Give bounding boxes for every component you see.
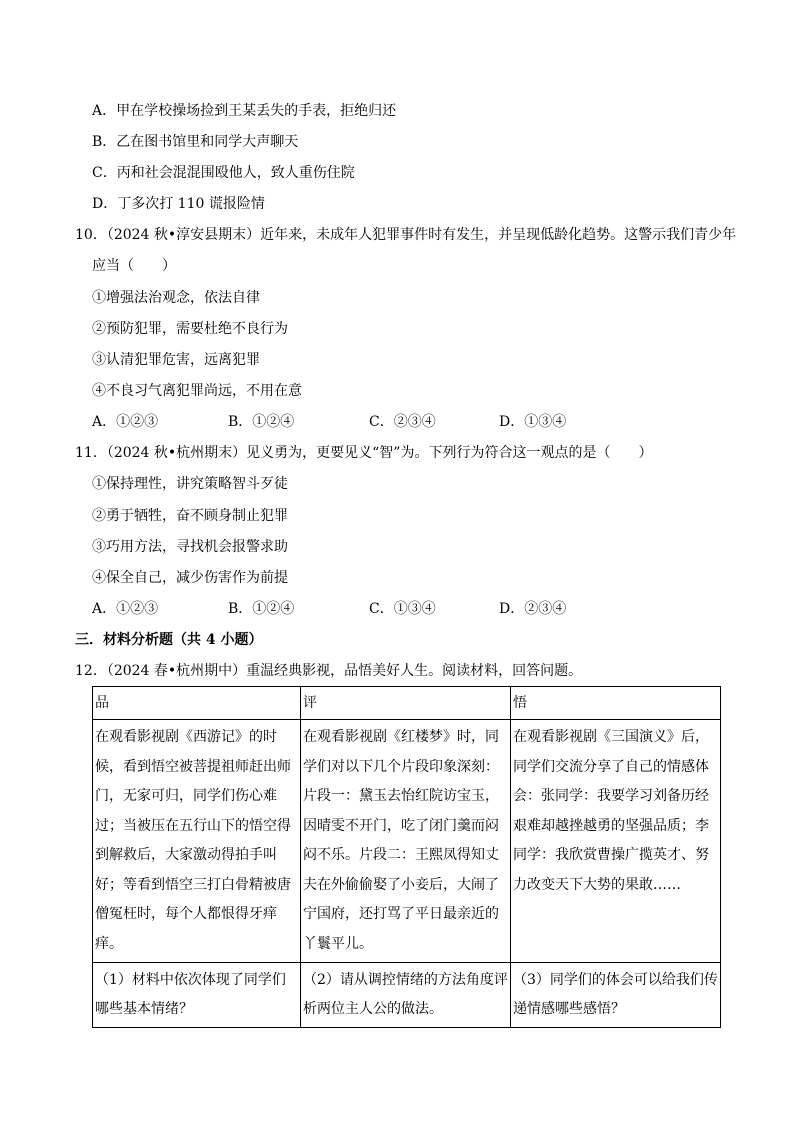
q11-item-1: ①保持理性，讲究策略智斗歹徒	[92, 476, 288, 492]
q10-item-3: ③认清犯罪危害，远离犯罪	[92, 352, 260, 368]
q10-item-4: ④不良习气离犯罪尚远，不用在意	[92, 383, 302, 399]
sub-question-1: （1）材料中依次体现了同学们哪些基本情绪？	[93, 963, 301, 1028]
section-heading: 三．材料分析题（共 4 小题）	[75, 632, 263, 648]
q11-option-a: A．①②③	[92, 601, 159, 617]
q12-material-table	[92, 686, 721, 1028]
material-three-kingdoms: 在观看影视剧《三国演义》后，同学们交流分享了自己的情感体会：张同学：我要学习刘备历经艰难却越挫越勇的坚强品质；李同学：我欣赏曹操广揽英才、努力改变天下大势的果敢……	[511, 720, 721, 963]
q10-item-2: ②预防犯罪，需要杜绝不良行为	[92, 321, 288, 337]
q11-stem: 11．（2024 秋•杭州期末）见义勇为，更要见义“智”为。下列行为符合这一观点的是（ ）	[75, 445, 653, 461]
table-header-row	[93, 687, 721, 720]
table-header-cell: 品	[93, 687, 301, 720]
table-header-cell: 评	[301, 687, 511, 720]
sub-question-2: （2）请从调控情绪的方法角度评析两位主人公的做法。	[301, 963, 511, 1028]
table-header-cell: 悟	[511, 687, 721, 720]
q10-option-d: D．①③④	[499, 414, 567, 430]
q10-stem: 10．（2024 秋•淳安县期末）近年来，未成年人犯罪事件时有发生，并呈现低龄化趋势。这警示我们青少年	[75, 227, 737, 243]
material-journey-west: 在观看影视剧《西游记》的时候，看到悟空被菩提祖师赶出师门，无家可归，同学们伤心难过；当被压在五行山下的悟空得到解救后，大家激动得拍手叫好；等看到悟空三打白骨精被唐僧冤枉时，每个人都恨得牙痒痒。	[93, 720, 301, 963]
table-material-row	[93, 720, 721, 963]
q10-stem-continued: 应当（ ）	[92, 258, 176, 274]
q11-item-4: ④保全自己，减少伤害作为前提	[92, 570, 288, 586]
q9-option-c: C．丙和社会混混围殴他人，致人重伤住院	[92, 165, 355, 181]
q11-option-b: B．①②④	[228, 601, 295, 617]
q11-item-2: ②勇于牺牲，奋不顾身制止犯罪	[92, 508, 288, 524]
q10-option-c: C．②③④	[369, 414, 436, 430]
q10-option-a: A．①②③	[92, 414, 159, 430]
q11-option-c: C．①③④	[369, 601, 436, 617]
q10-option-b: B．①②④	[228, 414, 295, 430]
q10-options	[92, 412, 732, 432]
q10-item-1: ①增强法治观念，依法自律	[92, 290, 260, 306]
q12-stem: 12．（2024 春•杭州期中）重温经典影视，品悟美好人生。阅读材料，回答问题。	[75, 663, 583, 679]
q11-option-d: D．②③④	[499, 601, 567, 617]
table-question-row	[93, 963, 721, 1028]
q9-option-b: B．乙在图书馆里和同学大声聊天	[92, 134, 299, 150]
q9-option-a: A．甲在学校操场捡到王某丢失的手表，拒绝归还	[92, 103, 397, 119]
material-red-mansion: 在观看影视剧《红楼梦》时，同学们对以下几个片段印象深刻：片段一：黛玉去怡红院访宝玉，因晴雯不开门，吃了闭门羹而闷闷不乐。片段二：王熙凤得知丈夫在外偷偷娶了小妾后，大闹了宁国府，还打骂了平日最亲近的丫鬟平儿。	[301, 720, 511, 963]
q11-item-3: ③巧用方法，寻找机会报警求助	[92, 539, 288, 555]
q11-options	[92, 599, 732, 619]
sub-question-3: （3）同学们的体会可以给我们传递情感哪些感悟？	[511, 963, 721, 1028]
q9-option-d: D．丁多次打 110 谎报险情	[92, 196, 265, 212]
